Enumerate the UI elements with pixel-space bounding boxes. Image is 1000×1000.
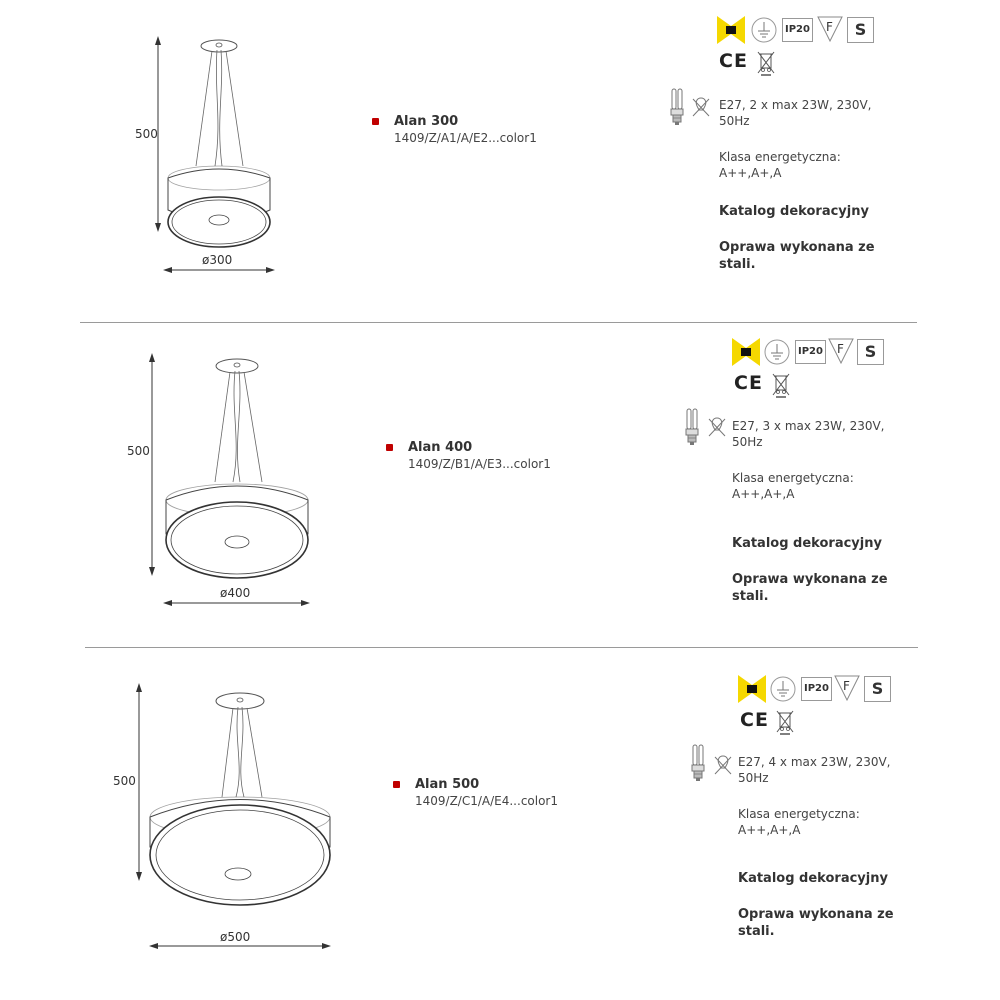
energy-class-value: A++,A+,A bbox=[719, 166, 782, 180]
ce-mark-icon: CE bbox=[719, 50, 748, 72]
diameter-label: ø300 bbox=[202, 253, 233, 267]
power-line-1: E27, 4 x max 23W, 230V, bbox=[738, 755, 891, 769]
energy-class-label: Klasa energetyczna: bbox=[732, 471, 854, 485]
product-code: 1409/Z/C1/A/E4...color1 bbox=[415, 794, 558, 808]
product-name: Alan 300 bbox=[394, 114, 459, 129]
earth-ground-icon bbox=[764, 339, 790, 365]
no-dimmer-icon bbox=[707, 416, 727, 438]
earth-ground-icon bbox=[751, 17, 777, 43]
ce-mark-icon: CE bbox=[734, 372, 763, 394]
spec-panel bbox=[684, 408, 934, 608]
lamp-drawing-alan-400 bbox=[0, 322, 330, 622]
bullet-icon bbox=[372, 118, 379, 125]
s-mark-icon: S bbox=[857, 339, 884, 365]
no-dimmer-icon bbox=[713, 754, 733, 776]
lighting-direction-icon bbox=[717, 16, 745, 44]
material-line-2: stali. bbox=[719, 257, 756, 272]
certification-icons bbox=[717, 16, 877, 78]
height-label: 500 bbox=[113, 774, 136, 788]
energy-bulb-icon bbox=[684, 408, 700, 446]
product-row-alan-500 bbox=[0, 647, 1000, 1000]
lighting-direction-icon bbox=[738, 675, 766, 703]
energy-class-label: Klasa energetyczna: bbox=[738, 807, 860, 821]
power-line-2: 50Hz bbox=[719, 114, 750, 128]
catalog-label: Katalog dekoracyjny bbox=[732, 536, 882, 551]
svg-text:F: F bbox=[826, 20, 833, 34]
bullet-icon bbox=[386, 444, 393, 451]
material-line-2: stali. bbox=[738, 924, 775, 939]
lighting-direction-icon bbox=[732, 338, 760, 366]
lamp-drawing-alan-300 bbox=[0, 0, 300, 300]
certification-icons bbox=[732, 338, 892, 400]
spec-panel bbox=[669, 88, 919, 288]
product-name: Alan 500 bbox=[415, 777, 480, 792]
ce-mark-icon: CE bbox=[740, 709, 769, 731]
material-line-2: stali. bbox=[732, 589, 769, 604]
svg-text:F: F bbox=[837, 342, 844, 356]
ip20-badge: IP20 bbox=[801, 677, 832, 701]
product-code: 1409/Z/A1/A/E2...color1 bbox=[394, 131, 537, 145]
catalog-label: Katalog dekoracyjny bbox=[719, 204, 869, 219]
energy-bulb-icon bbox=[690, 744, 706, 782]
lamp-drawing-alan-500 bbox=[0, 647, 350, 967]
diameter-label: ø500 bbox=[220, 930, 251, 944]
earth-ground-icon bbox=[770, 676, 796, 702]
energy-class-label: Klasa energetyczna: bbox=[719, 150, 841, 164]
height-label: 500 bbox=[135, 127, 158, 141]
f-mark-icon bbox=[834, 675, 860, 701]
s-mark-icon: S bbox=[847, 17, 874, 43]
power-line-1: E27, 2 x max 23W, 230V, bbox=[719, 98, 872, 112]
no-dimmer-icon bbox=[691, 96, 711, 118]
ip20-badge: IP20 bbox=[782, 18, 813, 42]
power-line-2: 50Hz bbox=[732, 435, 763, 449]
energy-class-value: A++,A+,A bbox=[732, 487, 795, 501]
spec-panel bbox=[690, 744, 940, 954]
product-code: 1409/Z/B1/A/E3...color1 bbox=[408, 457, 551, 471]
ip20-badge: IP20 bbox=[795, 340, 826, 364]
s-mark-icon: S bbox=[864, 676, 891, 702]
product-row-alan-400 bbox=[0, 322, 1000, 647]
power-line-1: E27, 3 x max 23W, 230V, bbox=[732, 419, 885, 433]
svg-text:F: F bbox=[843, 679, 850, 693]
certification-icons bbox=[738, 675, 898, 737]
energy-class-value: A++,A+,A bbox=[738, 823, 801, 837]
product-name: Alan 400 bbox=[408, 440, 473, 455]
weee-bin-icon bbox=[774, 709, 796, 735]
f-mark-icon bbox=[817, 16, 843, 42]
catalog-label: Katalog dekoracyjny bbox=[738, 871, 888, 886]
material-line-1: Oprawa wykonana ze bbox=[719, 240, 875, 255]
diameter-label: ø400 bbox=[220, 586, 251, 600]
power-line-2: 50Hz bbox=[738, 771, 769, 785]
material-line-1: Oprawa wykonana ze bbox=[732, 572, 888, 587]
bullet-icon bbox=[393, 781, 400, 788]
product-row-alan-300 bbox=[0, 0, 1000, 320]
weee-bin-icon bbox=[755, 50, 777, 76]
height-label: 500 bbox=[127, 444, 150, 458]
energy-bulb-icon bbox=[669, 88, 685, 126]
weee-bin-icon bbox=[770, 372, 792, 398]
material-line-1: Oprawa wykonana ze bbox=[738, 907, 894, 922]
f-mark-icon bbox=[828, 338, 854, 364]
